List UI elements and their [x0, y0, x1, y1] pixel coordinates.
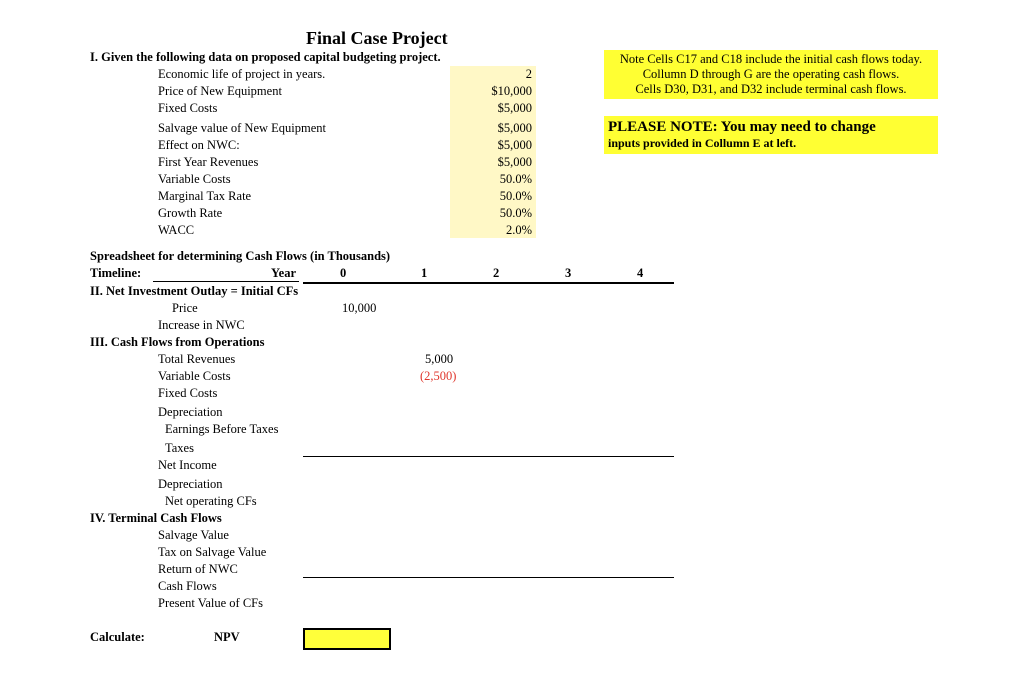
year-2: 2 [493, 266, 500, 280]
label-fixed-costs: Fixed Costs [158, 101, 218, 115]
value-price-year0[interactable]: 10,000 [342, 301, 377, 315]
please-note-line-1: PLEASE NOTE: You may need to change [608, 119, 876, 135]
year-label: Year [271, 266, 296, 280]
note-line-3: Cells D30, D31, and D32 include terminal cash flows. [635, 82, 907, 96]
page-title: Final Case Project [306, 28, 448, 48]
year-1: 1 [421, 266, 428, 280]
value-total-revenues-year1[interactable]: 5,000 [425, 352, 454, 366]
year-header-rule [303, 282, 674, 284]
input-equipment-price[interactable]: $10,000 [491, 84, 532, 98]
please-note-line-2: inputs provided in Collumn E at left. [608, 136, 797, 150]
section-3-heading: III. Cash Flows from Operations [90, 335, 265, 349]
label-depreciation: Depreciation [158, 405, 223, 419]
input-wacc[interactable]: 2.0% [505, 223, 532, 237]
section-1-heading: I. Given the following data on proposed capital budgeting project. [90, 50, 441, 64]
input-effect-nwc[interactable]: $5,000 [497, 138, 532, 152]
label-increase-nwc: Increase in NWC [158, 318, 245, 332]
label-pv-cfs: Present Value of CFs [158, 596, 263, 610]
label-equipment-price: Price of New Equipment [158, 84, 282, 98]
input-fixed-costs[interactable]: $5,000 [497, 101, 532, 115]
label-variable-costs: Variable Costs [158, 172, 231, 186]
label-variable-costs-ops: Variable Costs [158, 369, 231, 383]
terminal-rule [303, 577, 674, 578]
label-ebt: Earnings Before Taxes [165, 422, 279, 436]
label-total-revenues: Total Revenues [158, 352, 236, 366]
label-growth-rate: Growth Rate [158, 206, 223, 220]
npv-input-cell[interactable] [303, 628, 391, 650]
label-wacc: WACC [158, 223, 195, 237]
label-first-year-revenues: First Year Revenues [158, 155, 259, 169]
label-economic-life: Economic life of project in years. [158, 67, 326, 81]
label-price: Price [172, 301, 198, 315]
label-salvage-value: Salvage value of New Equipment [158, 121, 327, 135]
year-3: 3 [565, 266, 572, 280]
timeline-label: Timeline: [90, 266, 142, 280]
input-first-year-revenues[interactable]: $5,000 [497, 155, 532, 169]
input-variable-costs[interactable]: 50.0% [499, 172, 532, 186]
label-return-nwc: Return of NWC [158, 562, 238, 576]
calculate-label: Calculate: [90, 630, 145, 644]
timeline-underline [153, 281, 299, 282]
input-tax-rate[interactable]: 50.0% [499, 189, 532, 203]
npv-label: NPV [214, 630, 240, 644]
label-net-income: Net Income [158, 458, 217, 472]
label-taxes: Taxes [165, 441, 194, 455]
label-fixed-costs-ops: Fixed Costs [158, 386, 218, 400]
value-variable-costs-year1[interactable]: (2,500) [420, 369, 457, 383]
label-effect-nwc: Effect on NWC: [158, 138, 240, 152]
input-salvage-value[interactable]: $5,000 [497, 121, 532, 135]
year-0: 0 [340, 266, 347, 280]
taxes-rule [303, 456, 674, 457]
input-growth-rate[interactable]: 50.0% [499, 206, 532, 220]
label-net-operating-cfs: Net operating CFs [165, 494, 257, 508]
year-4: 4 [637, 266, 644, 280]
input-economic-life[interactable]: 2 [525, 67, 532, 81]
section-4-heading: IV. Terminal Cash Flows [90, 511, 222, 525]
section-2-heading: II. Net Investment Outlay = Initial CFs [90, 284, 299, 298]
label-cash-flows: Cash Flows [158, 579, 217, 593]
label-salvage: Salvage Value [158, 528, 229, 542]
label-tax-on-salvage: Tax on Salvage Value [158, 545, 267, 559]
note-line-1: Note Cells C17 and C18 include the initial cash flows today. [619, 52, 923, 66]
label-tax-rate: Marginal Tax Rate [158, 189, 252, 203]
spreadsheet-heading: Spreadsheet for determining Cash Flows (in Thousands) [90, 249, 391, 263]
label-depreciation-2: Depreciation [158, 477, 223, 491]
please-note-box [604, 116, 938, 154]
note-line-2: Collumn D through G are the operating cash flows. [642, 67, 900, 81]
note-cells-box [604, 50, 938, 99]
